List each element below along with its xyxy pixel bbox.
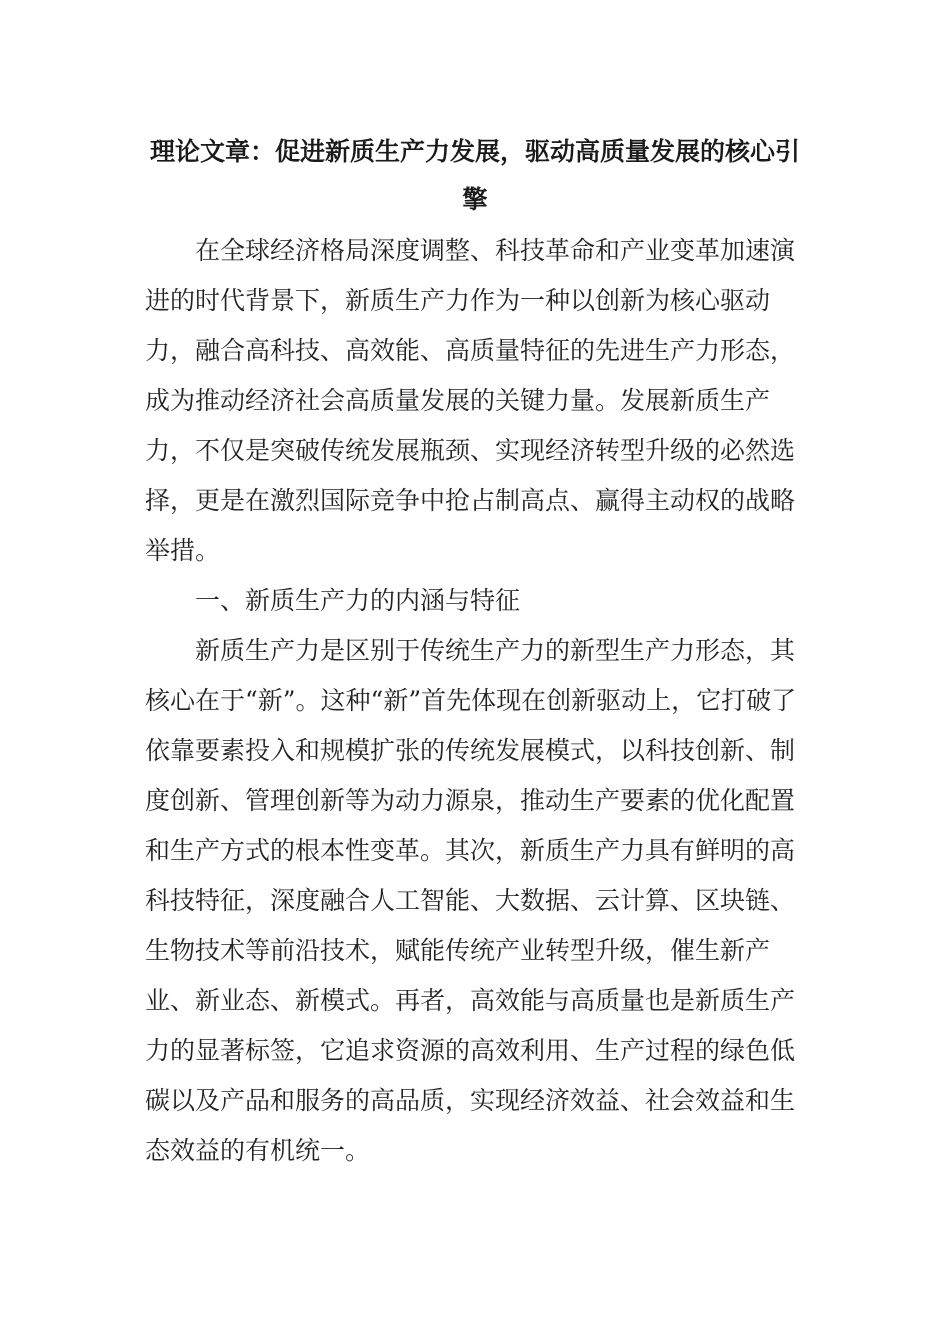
- section-paragraph: 新质生产力是区别于传统生产力的新型生产力形态，其核心在于“新”。这种“新”首先体现在创新驱动上，它打破了依靠要素投入和规模扩张的传统发展模式，以科技创新、制度创新、管理创新等为动力源泉，推动生产要素的优化配置和生产方式的根本性变革。其次，新质生产力具有鲜明的高科技特征，深度融合人工智能、大数据、云计算、区块链、生物技术等前沿技术，赋能传统产业转型升级，催生新产业、新业态、新模式。再者，高效能与高质量也是新质生产力的显著标签，它追求资源的高效利用、生产过程的绿色低碳以及产品和服务的高品质，实现经济效益、社会效益和生态效益的有机统一。: [145, 636, 797, 1165]
- article-title: 理论文章：促进新质生产力发展，驱动高质量发展的核心引擎: [149, 137, 800, 214]
- section-heading: 一、新质生产力的内涵与特征: [195, 586, 521, 615]
- intro-paragraph: 在全球经济格局深度调整、科技革命和产业变革加速演进的时代背景下，新质生产力作为一种以创新为核心驱动力，融合高科技、高效能、高质量特征的先进生产力形态，成为推动经济社会高质量发展的关键力量。发展新质生产力，不仅是突破传统发展瓶颈、实现经济转型升级的必然选择，更是在激烈国际竞争中抢占制高点、赢得主动权的战略举措。: [145, 236, 796, 565]
- article-body: [145, 226, 805, 1176]
